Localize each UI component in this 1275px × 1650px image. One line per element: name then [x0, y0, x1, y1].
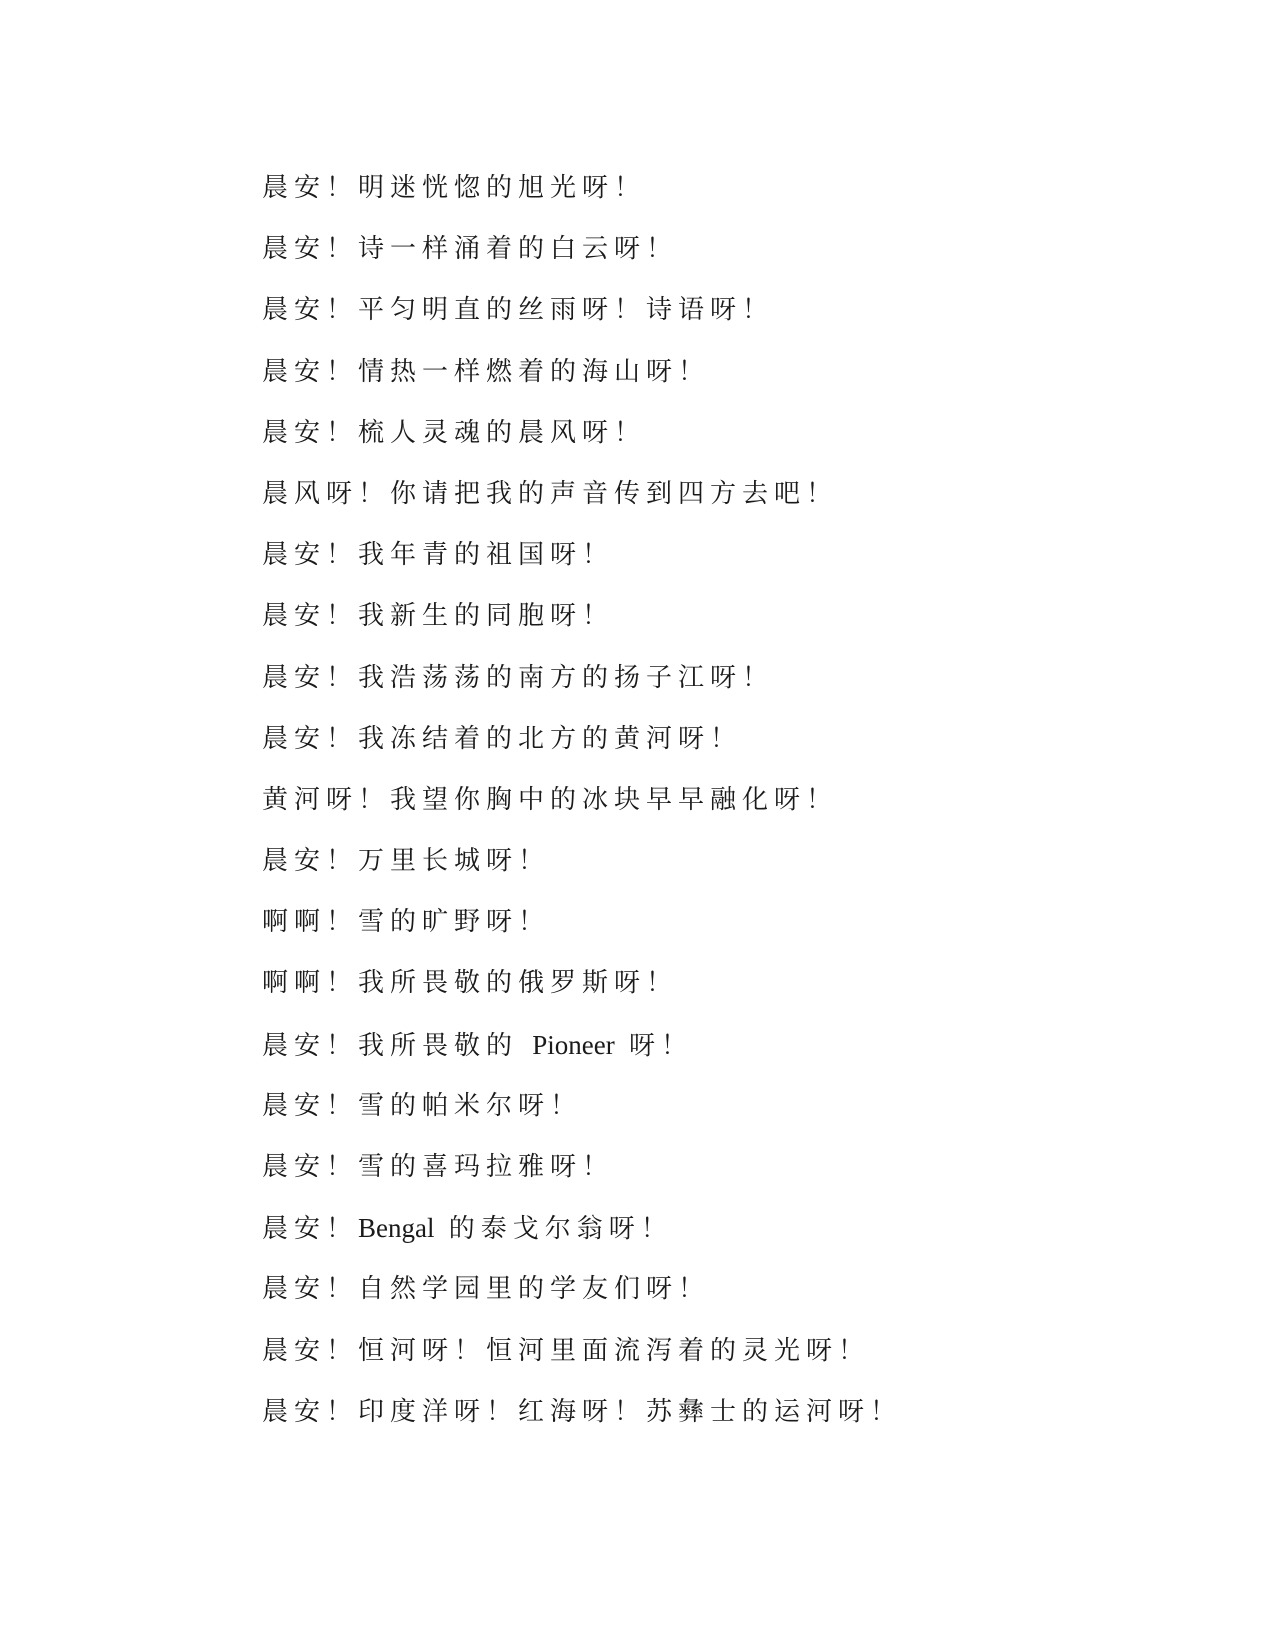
poem-line: 啊啊！我所畏敬的俄罗斯呀！	[262, 968, 679, 999]
poem-line: 晨安！我所畏敬的 Pioneer 呀！	[262, 1029, 694, 1061]
poem-line: 晨安！雪的喜玛拉雅呀！	[262, 1152, 615, 1182]
poem-line: 晨安！诗一样涌着的白云呀！	[262, 234, 679, 265]
latin-word: Bengal	[358, 1213, 435, 1244]
poem-body	[262, 158, 1162, 1443]
poem-line: 晨安！自然学园里的学友们呀！	[262, 1274, 711, 1305]
latin-word: Pioneer	[532, 1029, 615, 1060]
poem-line: 晨风呀！你请把我的声音传到四方去吧！	[262, 478, 839, 509]
poem-line: 晨安！我浩荡荡的南方的扬子江呀！	[262, 662, 775, 693]
poem-line: 晨安！明迷恍惚的旭光呀！	[262, 173, 647, 203]
poem-line: 晨安！万里长城呀！	[262, 846, 551, 877]
poem-line: 晨安！Bengal 的泰戈尔翁呀！	[262, 1213, 673, 1245]
poem-line: 晨安！我新生的同胞呀！	[262, 601, 615, 632]
poem-line: 晨安！梳人灵魂的晨风呀！	[262, 417, 647, 448]
poem-line: 黄河呀！我望你胸中的冰块早早融化呀！	[262, 784, 839, 815]
poem-line: 晨安！平匀明直的丝雨呀！诗语呀！	[262, 295, 775, 326]
poem-line: 晨安！恒河呀！恒河里面流泻着的灵光呀！	[262, 1335, 871, 1366]
poem-line: 晨安！雪的帕米尔呀！	[262, 1090, 583, 1121]
poem-line: 晨安！我年青的祖国呀！	[262, 540, 615, 571]
poem-line: 晨安！情热一样燃着的海山呀！	[262, 356, 711, 387]
poem-line: 晨安！我冻结着的北方的黄河呀！	[262, 723, 743, 754]
poem-line: 晨安！印度洋呀！红海呀！苏彝士的运河呀！	[262, 1396, 903, 1427]
poem-line: 啊啊！雪的旷野呀！	[262, 907, 551, 938]
